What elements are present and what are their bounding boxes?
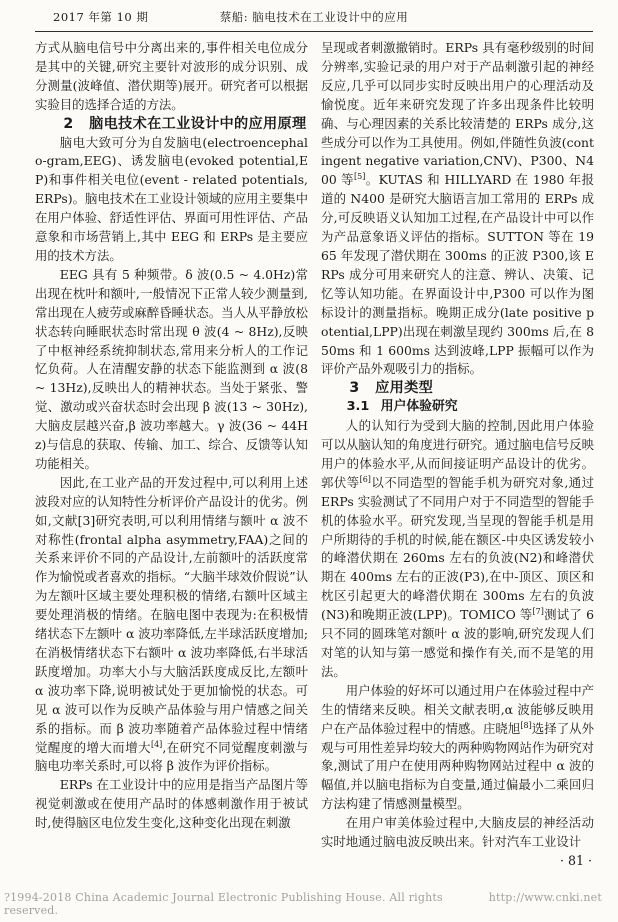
header-rule [35,31,593,32]
page-footer [4,891,602,917]
journal-issue: 2017 年第 10 期 [53,10,149,24]
paragraph: 用户体验的好坏可以通过用户在体验过程中产生的情绪来反映。相关文献表明,α 波能够反映用户在产品体验过程中的情感。庄晓旭[8]选择了从外观与可用性差异均较大的两种购物网站作为研究对象,测试了用户在使用两种购物网站过程中 α 波的幅值,并以脑电指标为自变量,通过偏最小二乘回归方法构建了情感测量模型。 [321,682,594,812]
section-heading-2 [35,115,308,134]
paragraph-continuation: 呈现或者刺激撤销时。ERPs 具有毫秒级别的时间分辨率,实验记录的用户对于产品刺激引起的神经反应,几乎可以同步实时反映出用户的心理活动及愉悦度。近年来研究发现了许多出现条件比较明确、与心理因素的关系比较清楚的 ERPs 成分,这些成分可以作为工具使用。例如,伴随性负波(contingent negative variation,CNV)、P300、N400 等[5]。KUTAS 和 HILLYARD 在 1980 年报道的 N400 是研究大脑语言加工常用的 ERPs 成分,可反映语义认知加工过程,在产品设计中可以作为产品意象语义评估的指标。SUTTON 等在 1965 年发现了潜伏期在 300ms 的正波 P300,该 ERPs 成分可用来研究人的注意、辨认、决策、记忆等认知功能。在界面设计中,P300 可以作为图标设计的测量指标。晚期正成分(late positive potential,LPP)出现在刺激呈现约 300ms 后,在 850ms 和 1 600ms 达到波峰,LPP 振幅可以作为评价产品外观吸引力的指标。 [321,40,594,377]
paragraph: 因此,在工业产品的开发过程中,可以利用上述波段对应的认知特性分析评价产品设计的优劣。例如,文献[3]研究表明,可以利用情绪与额叶 α 波不对称性(frontal alpha asymmetry,FAA)之间的关系来评价不同的产品设计,左前额叶的活跃度常作为愉悦或者喜欢的指标。“大脑半球效价假说”认为左额叶区域主要处理积极的情绪,右额叶区域主要处理消极的情绪。在脑电图中表现为:在积极情绪状态下左额叶 α 波功率降低,左半球活跃度增加;在消极情绪状态下右额叶 α 波功率降低,右半球活跃度增加。功率大小与大脑活跃度成反比,左额叶 α 波功率下降,说明被试处于更加愉悦的状态。可见 α 波可以作为反映产品体验与用户情感之间关系的指标。而 β 波功率随着产品体验过程中情绪觉醒度的增大而增大[4],在研究不同觉醒度刺激与脑电功率关系时,可以将 β 波作为评价指标。 [35,474,308,774]
publisher-url: http://www.cnki.net [488,891,602,904]
subsection-title: 用户体验研究 [380,399,458,415]
section-number: 2 [63,115,74,132]
page-number: · 81 · [559,852,592,867]
paragraph-continuation: 方式从脑电信号中分离出来的,事件相关电位成分是其中的关键,研究主要针对波形的成分识别、成分测量(波峰值、潜伏期等)展开。研究者可以根据实验目的选择合适的方法。 [35,40,308,112]
paragraph: 在用户审美体验过程中,大脑皮层的神经活动实时地通过脑电波反映出来。针对汽车工业设计 [321,815,594,850]
copyright-notice: ?1994-2018 China Academic Journal Electronic Publishing House. All rights reserved. [4,891,443,917]
left-column [35,39,308,867]
section-title: 应用类型 [375,380,434,397]
page-header [35,9,593,27]
section-title: 脑电技术在工业设计中的应用原理 [89,115,307,132]
paragraph: 人的认知行为受到大脑的控制,因此用户体验可以从脑认知的角度进行研究。通过脑电信号反映用户的体验水平,从而间接证明产品设计的优劣。郭伏等[6]以不同造型的智能手机为研究对象,通过 ERPs 实验测试了不同用户对于不同造型的智能手机的体验水平。研究发现,当呈现的智能手机是用户所期待的手机的时候,能在额区-中央区诱发较小的峰潜伏期在 260ms 左右的负波(N2)和峰潜伏期在 400ms 左右的正波(P3),在中-顶区、顶区和枕区引起更大的峰潜伏期在 300ms 左右的负波(N3)和晚期正波(LPP)。TOMICO 等[7]测试了 6 只不同的圆珠笔对额叶 α 波的影响,研究发现人们对笔的认知与第一感觉和操作有关,而不是笔的用法。 [321,418,594,679]
paragraph: ERPs 在工业设计中的应用是指当产品图片等视觉刺激或在使用产品时的体感刺激作用于被试时,使得脑区电位发生变化,这种变化出现在刺激 [35,777,308,831]
page-body [35,39,594,867]
section-heading-3 [321,379,594,398]
paragraph: EEG 具有 5 种频带。δ 波(0.5 ~ 4.0Hz)常出现在枕叶和额叶,一般情况下正常人较少测量到,常出现在人疲劳或麻醉昏睡状态。当人从平静放松状态转向睡眠状态时常出现 θ 波(4 ~ 8Hz),反映了中枢神经系统抑制状态,常用来分析人的工作记忆负荷。人在清醒安静的状态下能监测到 α 波(8 ~ 13Hz),反映出人的精神状态。当处于紧张、警觉、激动或兴奋状态时会出现 β 波(13 ~ 30Hz),大脑皮层越兴奋,β 波功率越大。γ 波(36 ~ 44Hz)与信息的获取、传输、加工、综合、反馈等认知功能相关。 [35,266,308,471]
running-title: 蔡船: 脑电技术在工业设计中的应用 [219,10,409,24]
subsection-number: 3.1 [346,399,370,415]
right-column [321,39,594,867]
paragraph: 脑电大致可分为自发脑电(electroencephalo-gram,EEG)、诱发脑电(evoked potential,EP)和事件相关电位(event - related potentials,ERPs)。脑电技术在工业设计领域的应用主要集中在用户体验、舒适性评估、界面可用性评估、产品意象和市场营销上,其中 EEG 和 ERPs 是主要应用的技术方法。 [35,134,308,263]
section-number: 3 [349,380,360,397]
subsection-heading-3-1 [321,398,594,417]
